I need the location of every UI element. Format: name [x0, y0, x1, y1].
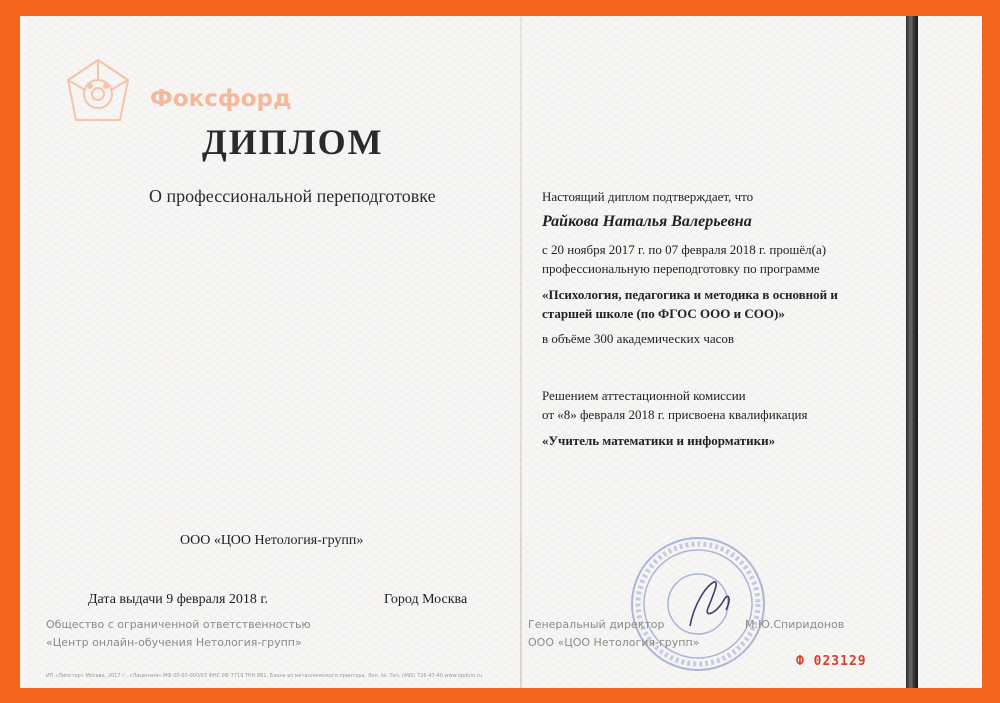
director-name: М.Ю.Спиридонов [745, 618, 845, 631]
foxford-logo-icon [58, 54, 138, 134]
footer-org-line2: «Центр онлайн-обучения Нетология-групп» [46, 636, 302, 649]
footer-org-line1: Общество с ограниченной ответственностью [46, 618, 311, 631]
qualification: «Учитель математики и информатики» [542, 433, 776, 448]
diploma-subtitle: О профессиональной переподготовке [149, 186, 436, 206]
issue-city: Город Москва [384, 592, 468, 607]
fine-print: ИП «Лимстер» Москва, 2017 г., «Лицензия» МФ 00-00-000/03 ФНС РФ 7719 ТКН 881, Бланк из металлического принтера, Лен. №: Тел. (495) 726-47-40 www.opdum.ru [46, 673, 483, 679]
director-title: Генеральный директор [528, 618, 665, 631]
serial-number: Ф 023129 [796, 654, 867, 669]
issuing-organization: ООО «ЦОО Нетология-групп» [180, 533, 364, 548]
round-seal-stamp [628, 534, 768, 674]
issue-date: Дата выдачи 9 февраля 2018 г. [88, 592, 269, 607]
diploma-paper [20, 16, 982, 688]
diploma-title: ДИПЛОМ [202, 122, 384, 162]
director-organization: ООО «ЦОО Нетология-групп» [528, 636, 700, 649]
program-line1: «Психология, педагогика и методика в основной и [542, 287, 838, 302]
study-period: с 20 ноября 2017 г. по 07 февраля 2018 г. прошёл(а) [542, 242, 827, 257]
commission-text: Решением аттестационной комиссии [542, 388, 746, 403]
confirms-text: Настоящий диплом подтверждает, что [542, 189, 754, 204]
retraining-text: профессиональную переподготовку по программе [542, 261, 820, 276]
hours-text: в объёме 300 академических часов [542, 331, 735, 346]
awarded-text: от «8» февраля 2018 г. присвоена квалификация [542, 407, 808, 422]
holder-name: Райкова Наталья Валерьевна [542, 213, 752, 230]
logo-text: Фоксфорд [150, 86, 292, 112]
program-line2: старшей школе (по ФГОС ООО и СОО)» [542, 306, 785, 321]
page-fold [520, 16, 522, 688]
binding-ribbon [906, 16, 918, 688]
